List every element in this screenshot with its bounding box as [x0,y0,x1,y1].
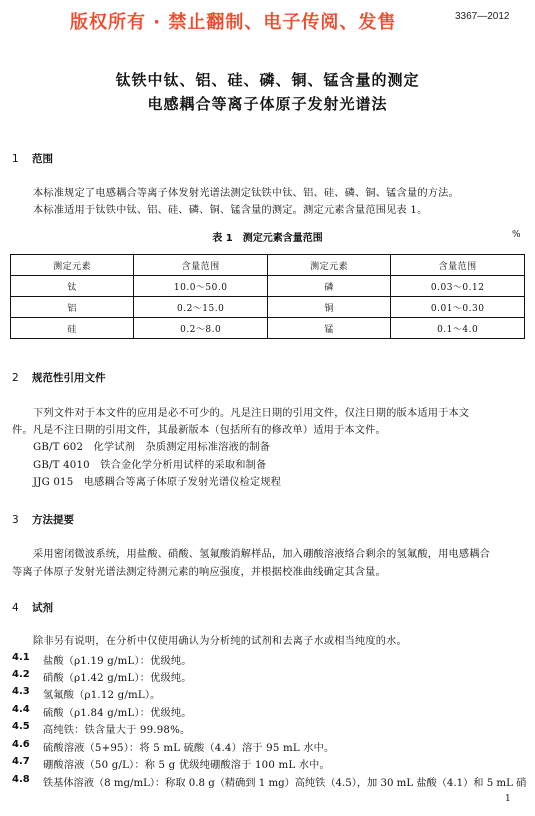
section-2-title: 规范性引用文件 [32,372,106,384]
table-cell: 硅 [11,318,134,339]
section-2-para-line-2: 件。凡是不注日期的引用文件，其最新版本（包括所有的修改单）适用于本文件。 [12,425,386,436]
table-header-cell: 测定元素 [267,255,390,276]
section-4-intro: 除非另有说明，在分析中仅使用确认为分析纯的试剂和去离子水或相当纯度的水。 [33,636,407,647]
element-range-table [10,254,525,339]
table-cell: 0.2～15.0 [134,297,268,318]
table-cell: 0.2～8.0 [134,318,268,339]
clause-number: 4.1 [12,652,30,663]
section-1-number: 1 [12,153,19,165]
table-cell: 0.1～4.0 [391,318,525,339]
clause-text: 盐酸（ρ1.19 g/mL）：优级纯。 [43,656,192,667]
section-2-number: 2 [12,372,19,384]
clause-number: 4.6 [12,739,30,750]
section-3-title: 方法提要 [32,514,74,526]
table-1-unit: % [512,230,521,240]
document-title-line2: 电感耦合等离子体原子发射光谱法 [147,95,388,113]
reference-item: GB/T 602 化学试剂 杂质测定用标准溶液的制备 [33,442,271,453]
section-2-heading [12,370,106,385]
table-row [11,297,525,318]
table-row [11,276,525,297]
table-cell: 磷 [267,276,390,297]
section-4-number: 4 [12,602,19,614]
table-cell: 0.03～0.12 [391,276,525,297]
section-1-para-2: 本标准适用于钛铁中钛、铝、硅、磷、铜、锰含量的测定。测定元素含量范围见表 1。 [33,205,428,216]
clause-number: 4.5 [12,721,30,732]
section-2-para-line-1: 下列文件对于本文件的应用是必不可少的。凡是注日期的引用文件，仅注日期的版本适用于本文 [33,408,470,419]
table-cell: 铝 [11,297,134,318]
table-header-cell: 测定元素 [11,255,134,276]
clause-text: 硼酸溶液（50 g/L）：称 5 g 优级纯硼酸溶于 100 mL 水中。 [43,760,330,771]
section-4-heading [12,600,53,615]
clause-text: 铁基体溶液（8 mg/mL）：称取 0.8 g（精确到 1 mg）高纯铁（4.5），加 30 mL 盐酸（4.1）和 5 mL 硝 [43,778,527,789]
clause-text: 硝酸（ρ1.42 g/mL）：优级纯。 [43,673,192,684]
table-cell: 锰 [267,318,390,339]
table-header-cell: 含量范围 [391,255,525,276]
clause-text: 氢氟酸（ρ1.12 g/mL）。 [43,690,161,701]
table-cell: 钛 [11,276,134,297]
clause-text: 硫酸溶液（5+95）：将 5 mL 硫酸（4.4）溶于 95 mL 水中。 [43,743,335,754]
table-header-cell: 含量范围 [134,255,268,276]
section-1-title: 范围 [32,153,53,165]
standard-number: 3367—2012 [455,11,510,22]
table-cell: 0.01～0.30 [391,297,525,318]
section-3-number: 3 [12,514,19,526]
clause-text: 硫酸（ρ1.84 g/mL）：优级纯。 [43,708,192,719]
reference-item: JJG 015 电感耦合等离子体原子发射光谱仪检定规程 [33,477,282,488]
copyright-watermark: 版权所有 · 禁止翻制、电子传阅、发售 [70,12,397,33]
reference-item: GB/T 4010 铁合金化学分析用试样的采取和制备 [33,460,267,471]
document-title-line1: 钛铁中钛、铝、硅、磷、铜、锰含量的测定 [115,71,420,89]
clause-text: 高纯铁：铁含量大于 99.98%。 [43,725,191,736]
section-3-para-line-2: 等离子体原子发射光谱法测定待测元素的响应强度，并根据校准曲线确定其含量。 [12,567,386,578]
section-1-heading [12,151,53,166]
section-1-para-1: 本标准规定了电感耦合等离子体发射光谱法测定钛铁中钛、铝、硅、磷、铜、锰含量的方法。 [33,188,459,199]
clause-number: 4.2 [12,669,30,680]
table-1-caption: 表 1 测定元素含量范围 [212,233,323,244]
table-cell: 铜 [267,297,390,318]
section-4-title: 试剂 [32,602,53,614]
clause-number: 4.3 [12,686,30,697]
table-row [11,318,525,339]
section-3-heading [12,512,74,527]
page-number: 1 [505,794,511,804]
clause-number: 4.7 [12,756,30,767]
clause-number: 4.8 [12,774,30,785]
table-cell: 10.0～50.0 [134,276,268,297]
clause-number: 4.4 [12,704,30,715]
table-header-row [11,255,525,276]
section-3-para-line-1: 采用密闭微波系统，用盐酸、硝酸、氢氟酸消解样品，加入硼酸溶液络合剩余的氢氟酸，用电感耦合 [33,549,491,560]
